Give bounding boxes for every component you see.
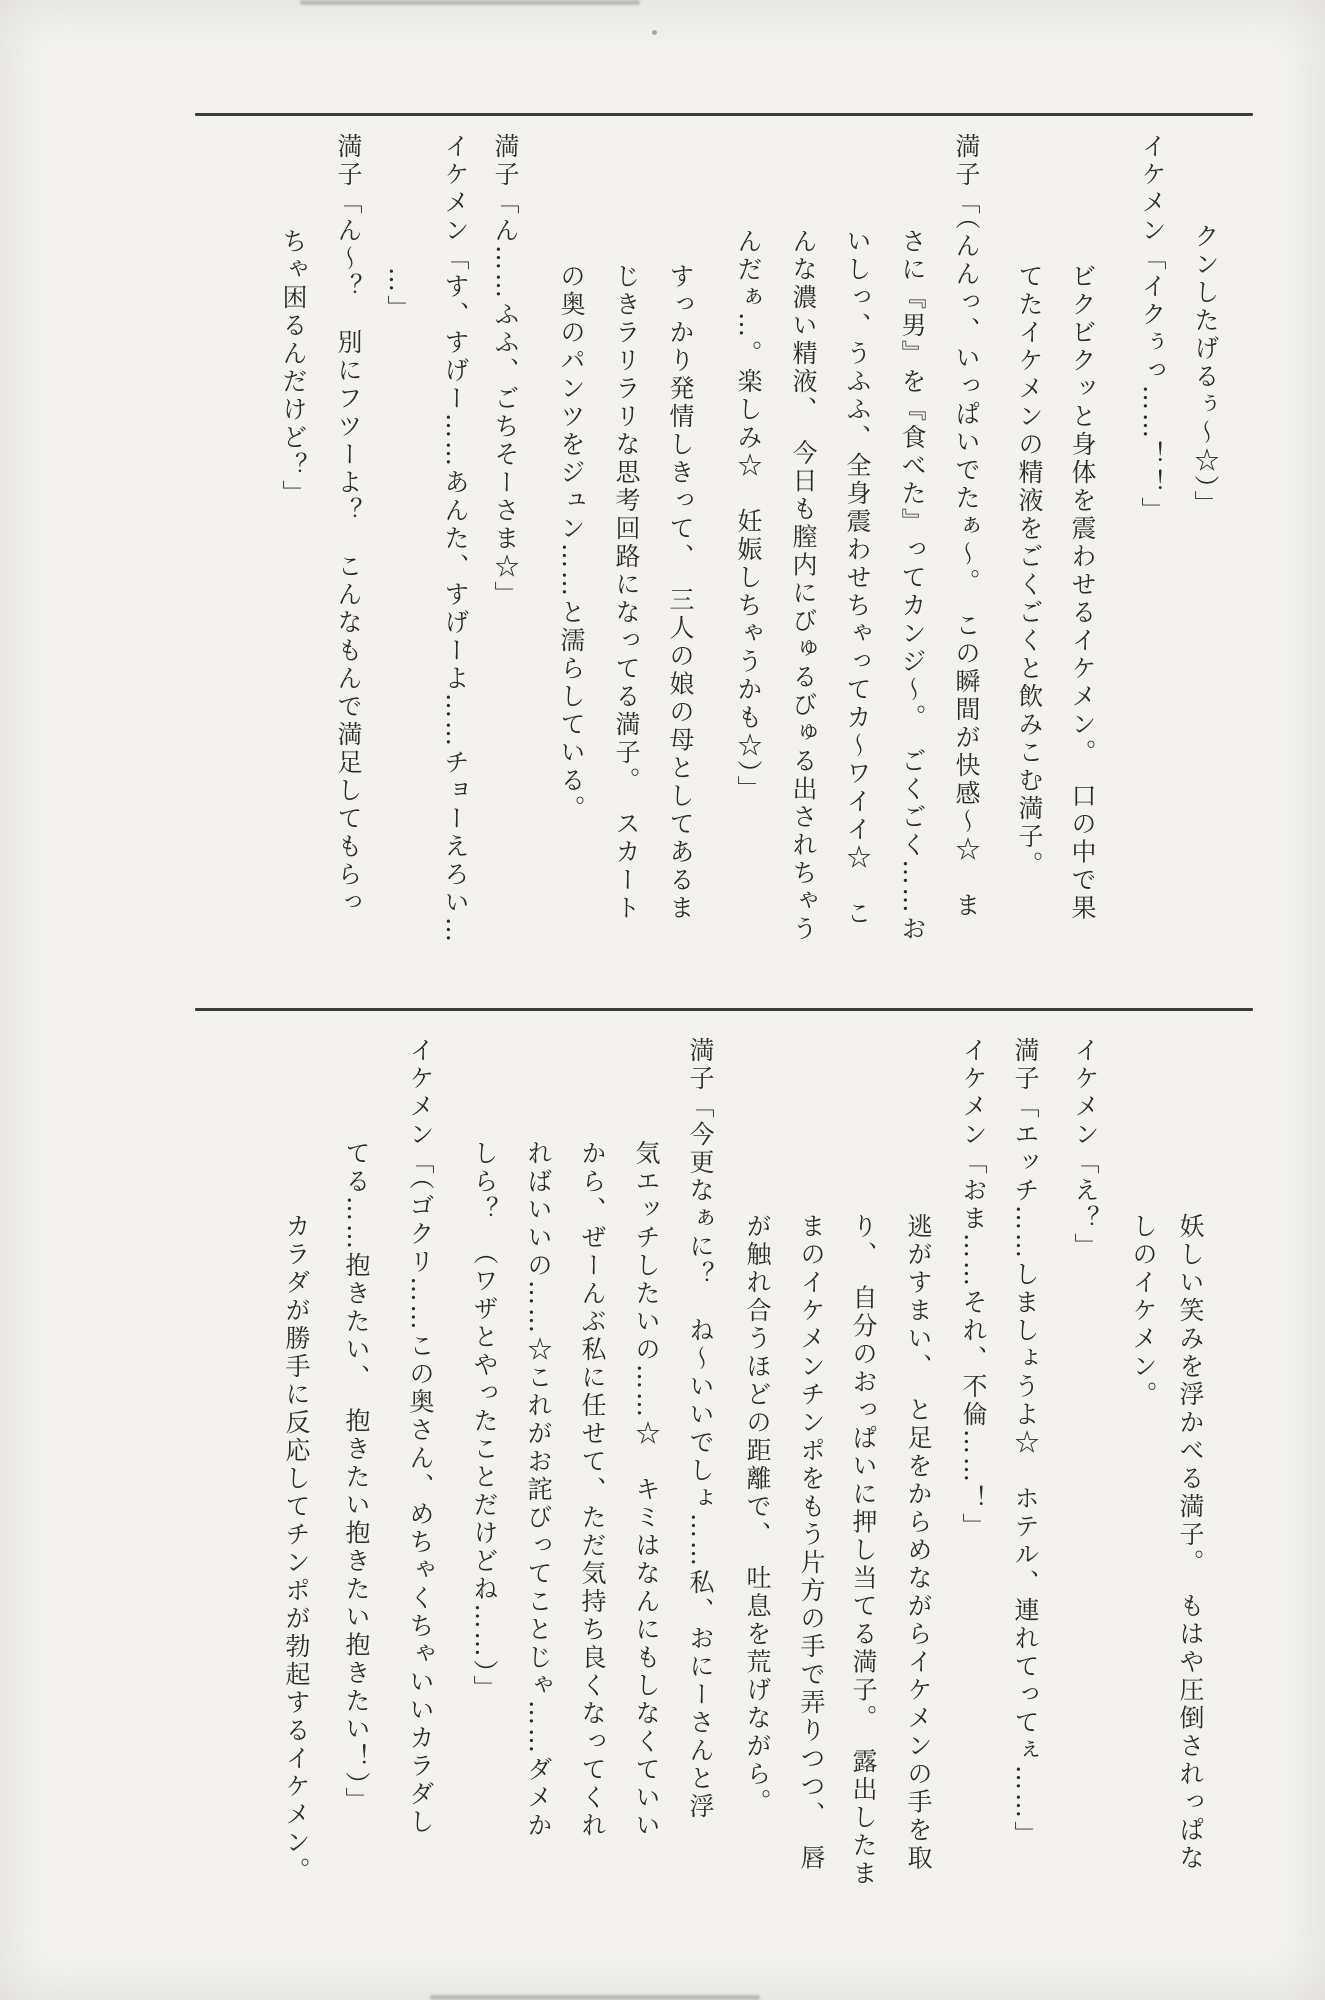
vertical-text-column: クンしたげるぅ～☆）」	[1191, 223, 1220, 519]
vertical-text-column: んな濃い精液、 今日も膣内にびゅるびゅる出されちゃう	[789, 228, 818, 944]
vertical-text-column: 満子「今更なぁに？ ね～いいでしょ……私、おにーさんと浮	[686, 1037, 715, 1821]
vertical-text-column: イケメン「おま……それ、不倫……！」	[959, 1037, 988, 1541]
vertical-text-column: てる……抱きたい、 抱きたい抱きたい抱きたい！）」	[342, 1140, 371, 1815]
vertical-text-column: じきラリラリな思考回路になってる満子。 スカート	[612, 263, 641, 923]
vertical-text-column: 妖しい笑みを浮かべる満子。 もはや圧倒されっぱな	[1176, 1213, 1205, 1873]
vertical-text-column: ビクビクッと身体を震わせるイケメン。 口の中で果	[1068, 263, 1097, 923]
vertical-text-column: 満子「（んんっ、いっぱいでたぁ～。 この瞬間が快感～☆ ま	[952, 133, 981, 920]
vertical-text-column: イケメン「す、すげー……あんた、すげーよ……チョーえろい…	[441, 133, 470, 945]
vertical-text-column: 満子「ん……ふふ、ごちそーさま☆」	[491, 133, 520, 609]
vertical-text-column: イケメン「イクぅっ……！！」	[1138, 133, 1167, 525]
vertical-text-column: が触れ合うほどの距離で、 吐息を荒げながら。	[743, 1213, 772, 1817]
vertical-text-column: 逃がすまい、 と足をからめながらイケメンの手を取	[904, 1213, 933, 1873]
vertical-text-column: カラダが勝手に反応してチンポが勃起するイケメン。	[282, 1213, 311, 1885]
section-divider-rule	[195, 113, 1253, 116]
vertical-text-column: まのイケメンチンポをもう片方の手で弄りつつ、 唇	[797, 1213, 826, 1873]
vertical-text-column: 満子「エッチ……しましょうよ☆ ホテル、連れてってぇ……」	[1011, 1037, 1040, 1849]
vertical-text-column: ちゃ困るんだけど？」	[279, 228, 308, 508]
vertical-text-column: しのイケメン。	[1129, 1213, 1158, 1409]
vertical-text-column: 気エッチしたいの……☆ キミはなんにもしなくていい	[632, 1140, 661, 1840]
vertical-text-column: 満子「ん～？ 別にフツーよ？ こんなもんで満足してもらっ	[334, 133, 363, 917]
vertical-text-column: しら？ （ワザとやったことだけどね……）」	[470, 1140, 499, 1703]
vertical-text-column: から、ぜーんぶ私に任せて、ただ気持ち良くなってくれ	[578, 1140, 607, 1840]
vertical-text-column: り、 自分のおっぱいに押し当てる満子。 露出したま	[849, 1213, 878, 1888]
vertical-text-column: いしっ、うふふ、全身震わせちゃってカ～ワイイ☆ こ	[843, 228, 872, 928]
vertical-text-column: てたイケメンの精液をごくごくと飲みこむ満子。	[1015, 263, 1044, 879]
scan-artifact-smudge	[430, 1995, 760, 2000]
vertical-text-column: の奥のパンツをジュン……と濡らしている。	[557, 263, 586, 823]
vertical-text-column: …」	[384, 267, 413, 323]
scan-artifact-smudge	[300, 0, 640, 5]
section-divider-rule	[195, 1008, 1253, 1011]
vertical-text-column: すっかり発情しきって、 三人の娘の母としてあるま	[666, 263, 695, 923]
scan-artifact-dot	[652, 30, 657, 35]
vertical-text-column: ればいいの……☆これがお詫びってことじゃ……ダメか	[524, 1140, 553, 1840]
vertical-text-column: んだぁ…。楽しみ☆ 妊娠しちゃうかも☆）」	[734, 228, 763, 804]
vertical-text-column: イケメン「え？」	[1071, 1037, 1100, 1261]
vertical-text-column: イケメン「（ゴクリ……この奥さん、めちゃくちゃいいカラダし	[406, 1037, 435, 1837]
vertical-text-column: さに『男』を『食べた』ってカンジ～。 ごくごく……お	[898, 228, 927, 944]
